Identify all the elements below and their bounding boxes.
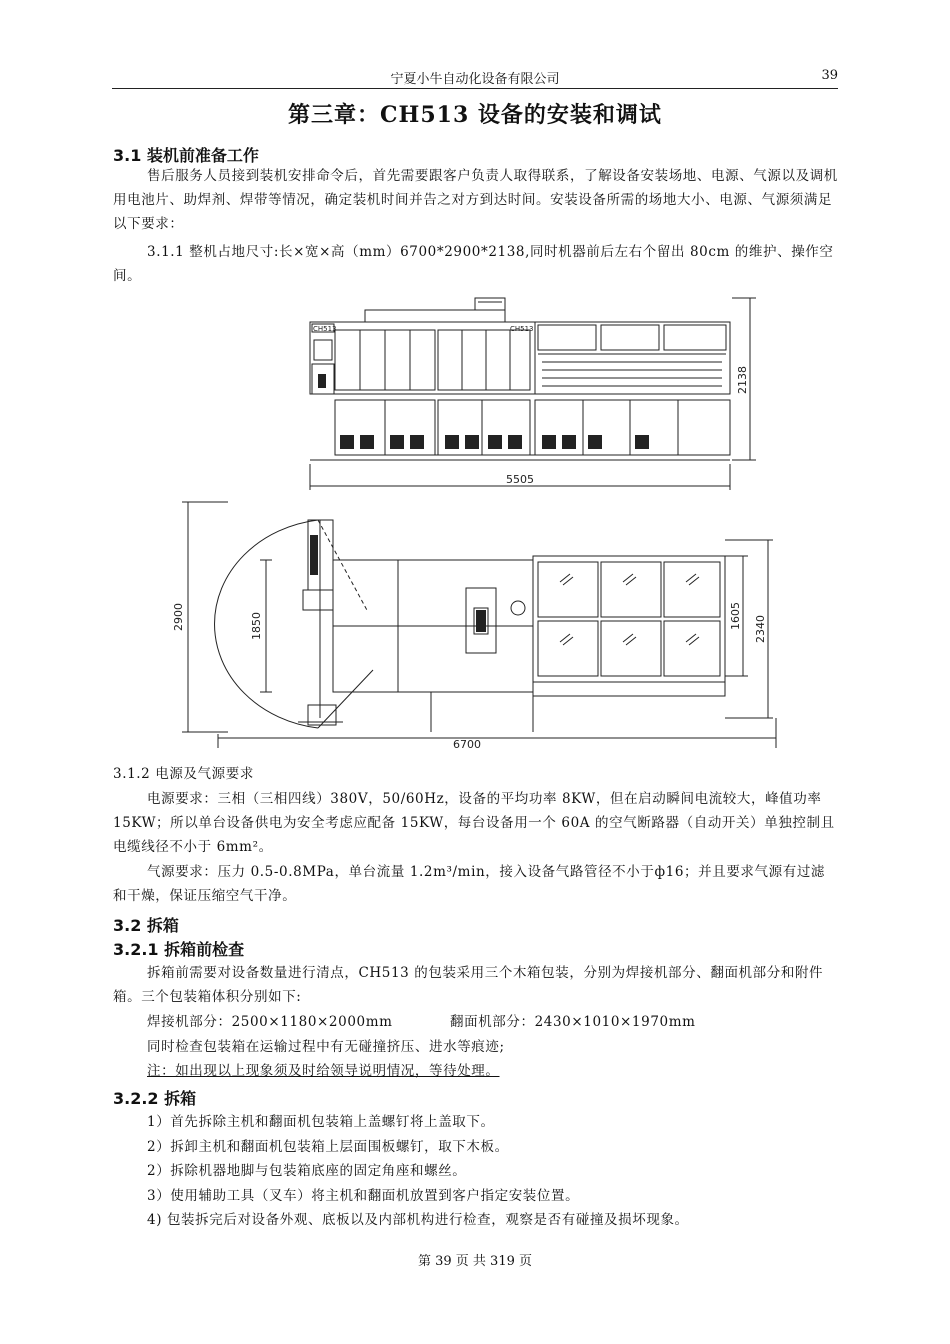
box-flip-size: 翻面机部分：2430×1010×1970mm — [450, 1014, 696, 1030]
top-view-drawing — [168, 500, 780, 762]
step-item: 3）使用辅助工具（叉车）将主机和翻面机放置到客户指定安装位置。 — [147, 1188, 580, 1204]
cabinet-label-right: CH513 — [510, 325, 534, 333]
step-item: 2）拆除机器地脚与包装箱底座的固定角座和螺丝。 — [147, 1163, 467, 1179]
section-heading-3-2-1: 3.2.1 拆箱前检查 — [113, 940, 245, 959]
paragraph-3-1-1: 3.1.1 整机占地尺寸:长×宽×高（mm）6700*2900*2138,同时机器前后左右个留出 80cm 的维护、操作空间。 — [113, 244, 834, 284]
cabinet-label-left: CH513 — [313, 325, 337, 333]
heading-3-1-2: 3.1.2 电源及气源要求 — [113, 766, 254, 782]
chapter-title: 第三章：CH513 设备的安装和调试 — [288, 102, 662, 128]
section-heading-3-2-2: 3.2.2 拆箱 — [113, 1089, 197, 1108]
dim-inner-left: 1850 — [250, 612, 263, 640]
dim-right-total: 2340 — [754, 615, 767, 643]
dim-width-total: 2900 — [172, 603, 185, 631]
paragraph-air: 气源要求：压力 0.5-0.8MPa，单台流量 1.2m³/min，接入设备气路管径不小于ф16；并且要求气源有过滤和干燥，保证压缩空气干净。 — [113, 864, 826, 904]
check-text: 同时检查包装箱在运输过程中有无碰撞挤压、进水等痕迹; — [147, 1039, 505, 1055]
page-header — [112, 66, 838, 89]
dim-height-front: 2138 — [736, 366, 749, 394]
section-heading-3-2: 3.2 拆箱 — [113, 916, 179, 935]
dim-width-front: 5505 — [506, 473, 534, 486]
note-text: 注：如出现以上现象须及时给领导说明情况，等待处理。 — [147, 1063, 500, 1079]
step-item: 1）首先拆除主机和翻面机包装箱上盖螺钉将上盖取下。 — [147, 1114, 495, 1130]
dim-length-top: 6700 — [453, 738, 481, 751]
step-item: 4) 包装拆完后对设备外观、底板以及内部机构进行检查，观察是否有碰撞及损坏现象。 — [147, 1212, 689, 1228]
section-heading-3-1: 3.1 装机前准备工作 — [113, 146, 259, 165]
box-weld-size: 焊接机部分：2500×1180×2000mm — [147, 1014, 393, 1030]
step-item: 2）拆卸主机和翻面机包装箱上层面围板螺钉，取下木板。 — [147, 1139, 509, 1155]
dim-inner-right: 1605 — [729, 602, 742, 630]
header-page-number: 39 — [821, 68, 838, 83]
paragraph-intro: 售后服务人员接到装机安排命令后，首先需要跟客户负责人取得联系，了解设备安装场地、电源、气源以及调机用电池片、助焊剂、焊带等情况，确定装机时间并告之对方到达时间。安装设备所需的场地大小、电源、气源须满足以下要求： — [113, 168, 838, 232]
paragraph-power: 电源要求：三相（三相四线）380V，50/60Hz，设备的平均功率 8KW，但在启动瞬间电流较大，峰值功率 15KW；所以单台设备供电为安全考虑应配备 15KW，每台设备用一个 60A 的空气断路器（自动开关）单独控制且电缆线径不小于 6mm²。 — [113, 791, 835, 855]
page-footer: 第 39 页 共 319 页 — [417, 1254, 533, 1269]
company-name: 宁夏小牛自动化设备有限公司 — [390, 72, 560, 87]
paragraph-3-2-1: 拆箱前需要对设备数量进行清点，CH513 的包装采用三个木箱包装，分别为焊接机部分、翻面机部分和附件箱。三个包装箱体积分别如下: — [113, 965, 824, 1005]
front-view-drawing — [290, 292, 760, 492]
